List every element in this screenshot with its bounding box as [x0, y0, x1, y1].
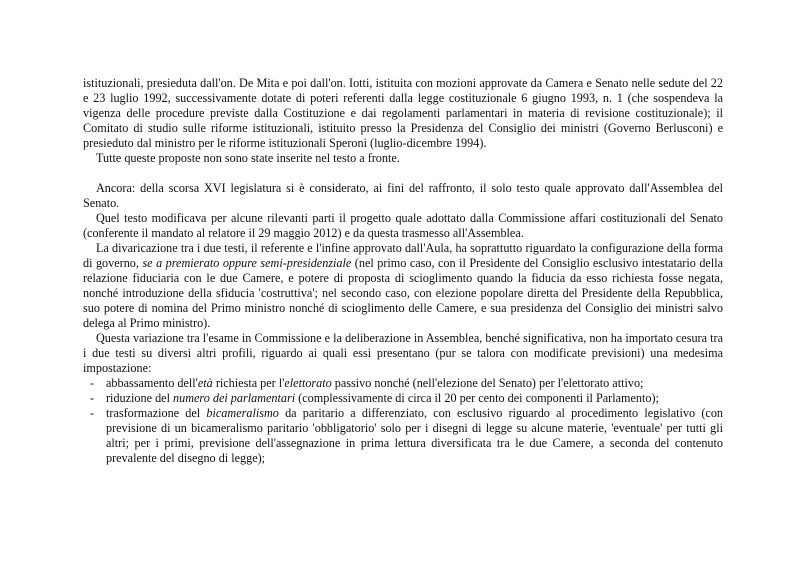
- list-bullet: -: [90, 376, 95, 390]
- text-run: richiesta per l': [212, 376, 285, 390]
- reform-list: [83, 376, 723, 466]
- paragraph-form-of-government: [83, 241, 723, 331]
- emphasis-text: elettorato: [284, 376, 332, 390]
- list-item-parliamentarians: [83, 391, 723, 406]
- text-run: (nel primo caso, con il Presidente del Consiglio esclusivo intestatario della relazione fiduciaria con le due Camere, e potere di proposta di scioglimento quando la fiducia da esso richiesta fosse negata, nonché introduzione della sfiducia 'costruttiva'; nel secondo caso, con elezione popolare diretta del Presidente della Repubblica, suo potere di nomina del Primo ministro nonché di scioglimento delle Camere, e sua presidenza del Consiglio dei ministri salvo delega al Primo ministro).: [83, 256, 723, 330]
- list-bullet: -: [90, 391, 95, 405]
- emphasis-text: età: [197, 376, 213, 390]
- list-item-bicameralism: [83, 406, 723, 466]
- paragraph-commission-text: Quel testo modificava per alcune rilevanti parti il progetto quale adottato dalla Commissione affari costituzionali del Senato (conferente il mandato al relatore il 29 maggio 2012) e da questa trasmesso all'Assemblea.: [83, 211, 723, 240]
- list-item-age: [83, 376, 723, 391]
- emphasis-text: se a premierato oppure semi-presidenziale: [142, 256, 352, 270]
- text-run: abbassamento dell': [106, 376, 198, 390]
- paragraph-not-included: Tutte queste proposte non sono state inserite nel testo a fronte.: [96, 151, 400, 165]
- text-run: (complessivamente di circa il 20 per cento dei componenti il Parlamento);: [295, 391, 659, 405]
- document-page: [83, 76, 723, 466]
- paragraph-spacer: [83, 166, 723, 181]
- text-run: passivo nonché (nell'elezione del Senato) per l'elettorato attivo;: [331, 376, 644, 390]
- paragraph-commissions: istituzionali, presieduta dall'on. De Mita e poi dall'on. Iotti, istituita con mozioni approvate da Camera e Senato nelle sedute del 22 e 23 luglio 1992, successivamente dotate di poteri referenti dalla legge costituzionale 6 giugno 1993, n. 1 (che sospendeva la vigenza delle procedure previste dalla Costituzione e dai regolamenti parlamentari in materia di revisione costituzionale); il Comitato di studio sulle riforme istituzionali, istituito presso la Presidenza del Consiglio dei ministri (Governo Berlusconi) e presieduto dal ministro per le riforme istituzionali Speroni (luglio-dicembre 1994).: [83, 76, 723, 150]
- text-run: riduzione del: [106, 391, 174, 405]
- emphasis-text: bicameralismo: [206, 406, 279, 420]
- list-bullet: -: [90, 406, 95, 420]
- emphasis-text: numero dei parlamentari: [173, 391, 296, 405]
- text-run: da paritario a differenziato, con esclusivo riguardo al procedimento legislativo (con previsione di un bicameralismo paritario 'obbligatorio' solo per i disegni di legge su alcune materie, 'eventuale' per tutti gli altri; per i primi, previsione dell'assegnazione in prima lettura diversificata tra le due Camere, a seconda del contenuto prevalente del disegno di legge);: [106, 406, 724, 465]
- text-run: trasformazione del: [106, 406, 207, 420]
- text-run: La divaricazione tra i due testi, il referente e l'infine approvato dall'Aula, ha soprattutto riguardato la configurazione della forma di governo,: [83, 241, 723, 270]
- paragraph-xvi-legislature: Ancora: della scorsa XVI legislatura si è considerato, ai fini del raffronto, il solo testo quale approvato dall'Assemblea del Senato.: [83, 181, 723, 210]
- paragraph-common-approach: Questa variazione tra l'esame in Commissione e la deliberazione in Assemblea, benché significativa, non ha importato cesura tra i due testi su diversi altri profili, riguardo ai quali essi presentano (pur se talora con modificate previsioni) una medesima impostazione:: [83, 331, 723, 375]
